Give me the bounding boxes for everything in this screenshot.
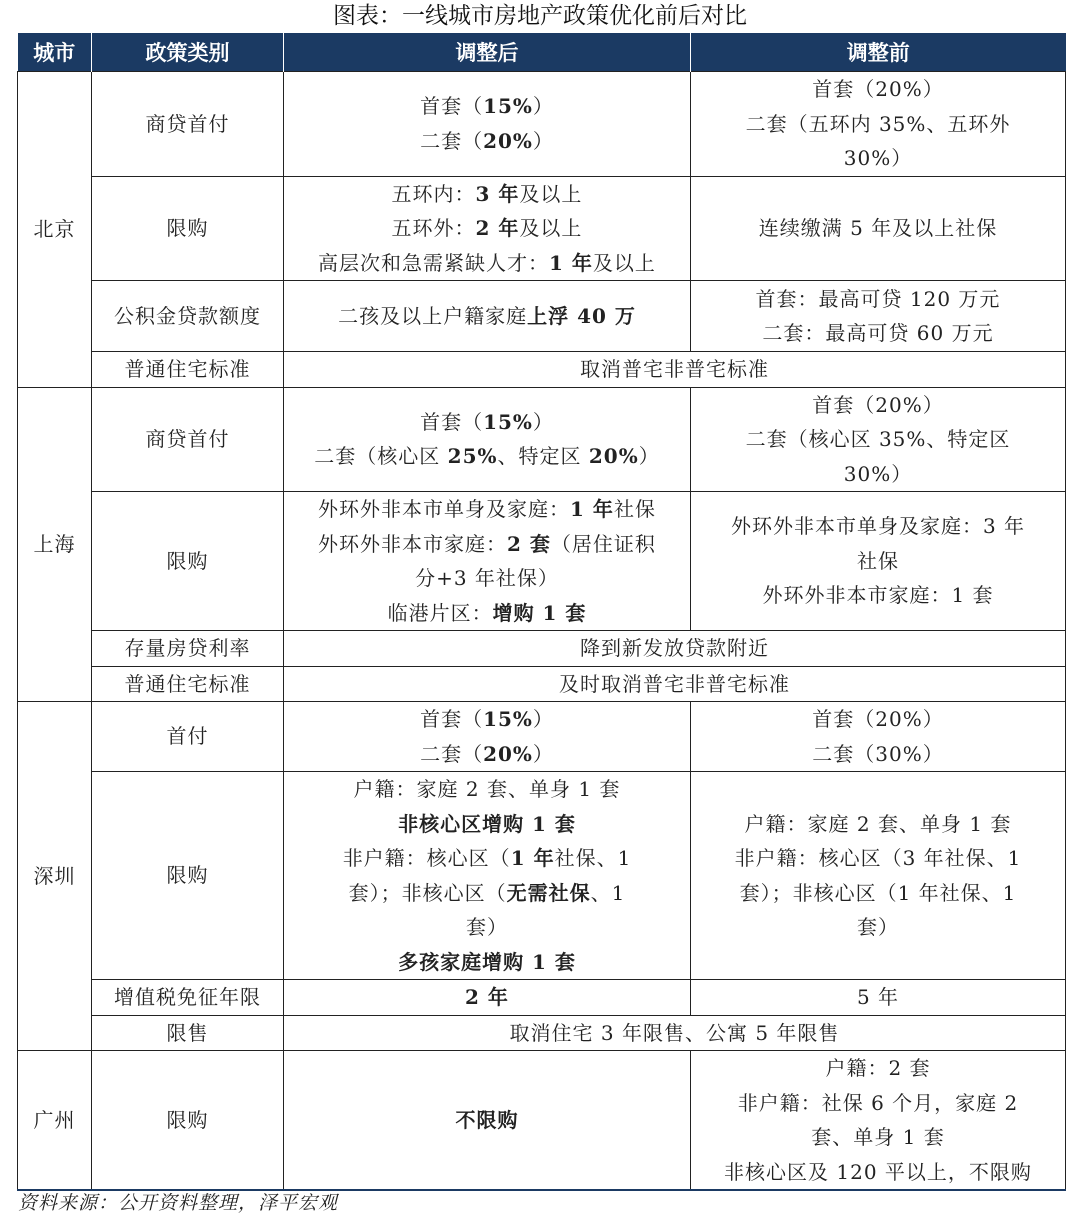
after-cell: 首套（15%） 二套（20%） [284,702,691,772]
policy-cell: 首付 [92,702,284,772]
policy-cell: 限购 [92,772,284,980]
merged-cell: 取消住宅 3 年限售、公寓 5 年限售 [284,1015,1066,1051]
table-header-row [18,33,1066,72]
policy-comparison-table [17,33,1066,1191]
before-cell: 首套：最高可贷 120 万元 二套：最高可贷 60 万元 [691,281,1066,352]
after-cell: 首套（15%） 二套（20%） [284,72,691,177]
figure-title: 图表：一线城市房地产政策优化前后对比 [333,3,747,29]
policy-cell: 限购 [92,176,284,281]
policy-cell: 商贷首付 [92,72,284,177]
table-row [18,980,1066,1016]
after-cell: 二孩及以上户籍家庭上浮 40 万 [284,281,691,352]
header-after: 调整后 [284,33,691,72]
merged-cell: 及时取消普宅非普宅标准 [284,666,1066,702]
merged-cell: 取消普宅非普宅标准 [284,352,1066,388]
policy-cell: 限购 [92,492,284,631]
policy-cell: 商贷首付 [92,387,284,492]
policy-cell: 限购 [92,1051,284,1191]
after-cell: 户籍：家庭 2 套、单身 1 套 非核心区增购 1 套 非户籍：核心区（1 年社保、1 套）；非核心区（无需社保、1 套） 多孩家庭增购 1 套 [284,772,691,980]
before-cell: 首套（20%） 二套（五环内 35%、五环外 30%） [691,72,1066,177]
policy-cell: 限售 [92,1015,284,1051]
table-row [18,72,1066,177]
before-cell: 外环外非本市单身及家庭：3 年 社保 外环外非本市家庭：1 套 [691,492,1066,631]
header-city: 城市 [18,33,92,72]
before-cell: 首套（20%） 二套（核心区 35%、特定区 30%） [691,387,1066,492]
table-row [18,666,1066,702]
table-row [18,631,1066,667]
table-row [18,1051,1066,1191]
table-row [18,1015,1066,1051]
after-cell: 首套（15%） 二套（核心区 25%、特定区 20%） [284,387,691,492]
city-cell-beijing: 北京 [18,72,92,388]
source-note: 资料来源：公开资料整理，泽平宏观 [18,1192,339,1214]
after-cell: 不限购 [284,1051,691,1191]
after-cell: 五环内：3 年及以上 五环外：2 年及以上 高层次和急需紧缺人才：1 年及以上 [284,176,691,281]
table-row [18,176,1066,281]
header-policy: 政策类别 [92,33,284,72]
policy-cell: 存量房贷利率 [92,631,284,667]
before-cell: 户籍：2 套 非户籍：社保 6 个月，家庭 2 套、单身 1 套 非核心区及 120 平以上，不限购 [691,1051,1066,1191]
header-before: 调整前 [691,33,1066,72]
policy-cell: 增值税免征年限 [92,980,284,1016]
city-cell-shanghai: 上海 [18,387,92,702]
before-cell: 户籍：家庭 2 套、单身 1 套 非户籍：核心区（3 年社保、1 套）；非核心区（1 年社保、1 套） [691,772,1066,980]
policy-cell: 公积金贷款额度 [92,281,284,352]
table-row [18,702,1066,772]
table-row [18,281,1066,352]
city-cell-guangzhou: 广州 [18,1051,92,1191]
after-cell: 外环外非本市单身及家庭：1 年社保 外环外非本市家庭：2 套（居住证积 分+3 年社保） 临港片区：增购 1 套 [284,492,691,631]
before-cell: 首套（20%） 二套（30%） [691,702,1066,772]
city-cell-shenzhen: 深圳 [18,702,92,1051]
after-cell: 2 年 [284,980,691,1016]
before-cell: 连续缴满 5 年及以上社保 [691,176,1066,281]
table-row [18,387,1066,492]
table-row [18,352,1066,388]
table-row [18,492,1066,631]
merged-cell: 降到新发放贷款附近 [284,631,1066,667]
before-cell: 5 年 [691,980,1066,1016]
table-row [18,772,1066,980]
policy-cell: 普通住宅标准 [92,352,284,388]
policy-cell: 普通住宅标准 [92,666,284,702]
